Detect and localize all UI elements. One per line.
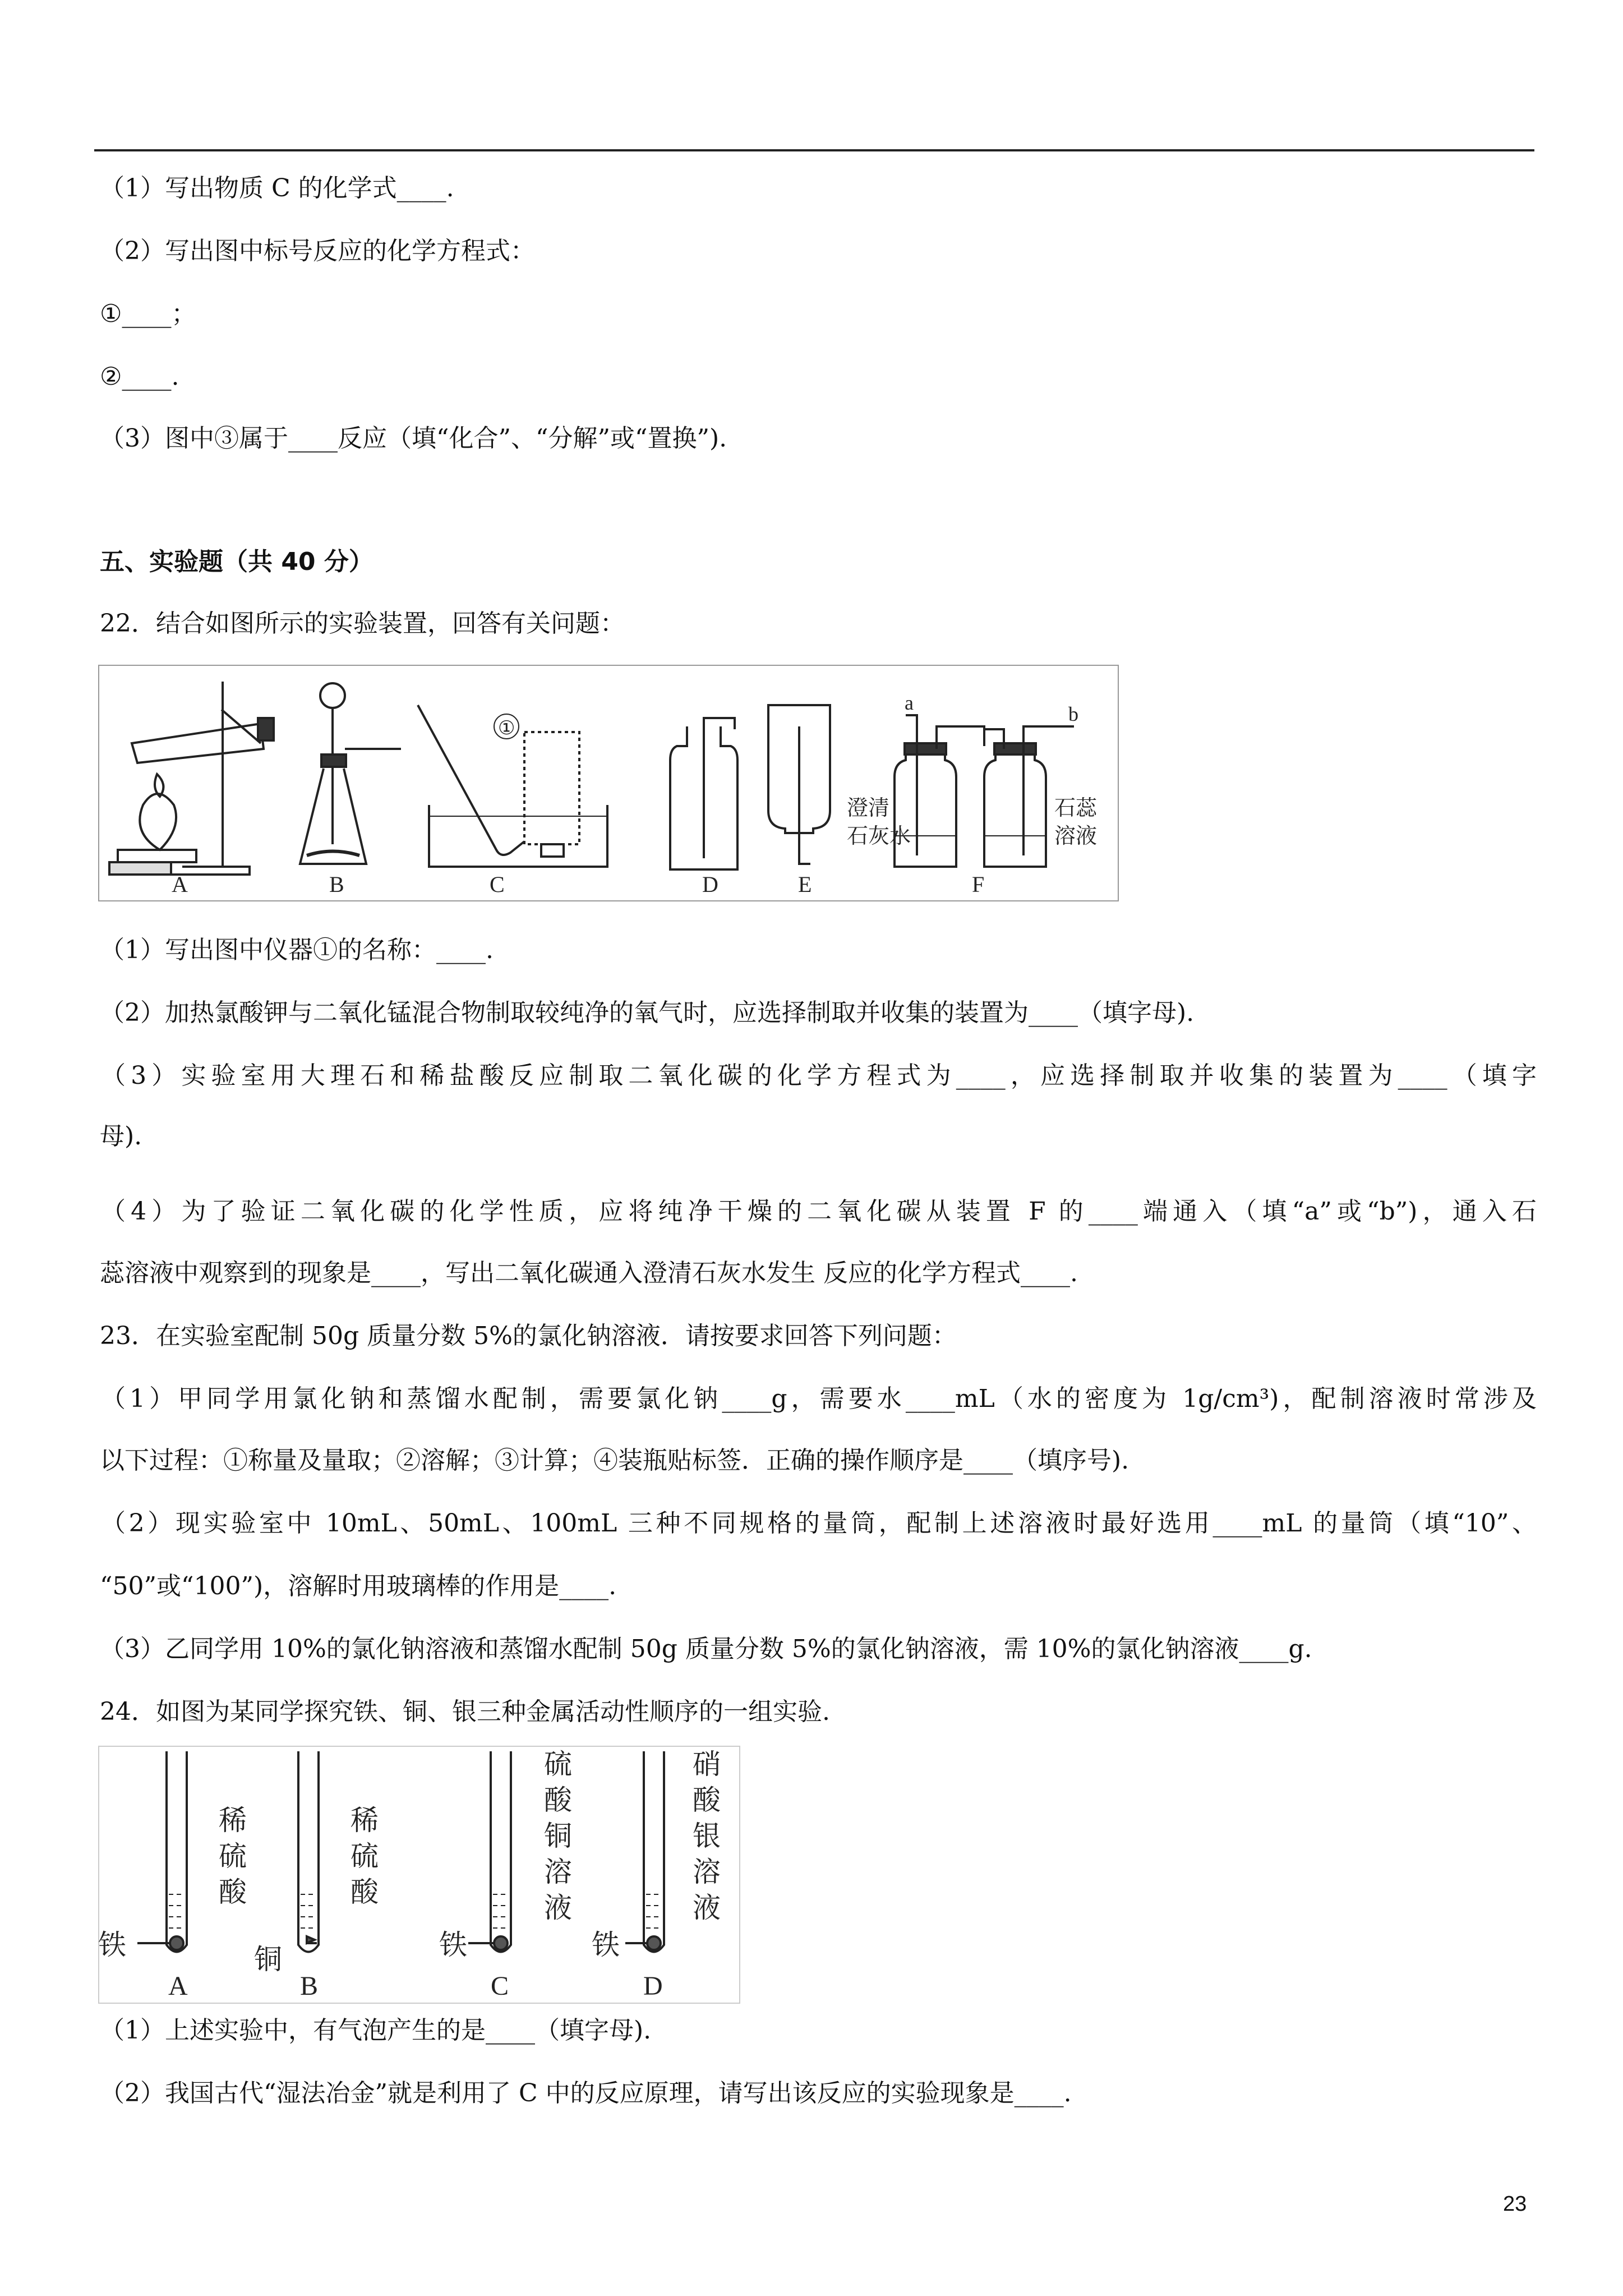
header-rule: [94, 149, 1534, 151]
metal-label-d: 铁: [592, 1929, 620, 1961]
limewater-label-1: 澄清: [847, 795, 890, 820]
instrument-marker: ①: [498, 718, 515, 739]
question-23-part-1b: 以下过程：①称量及量取；②溶解；③计算；④装瓶贴标签．正确的操作顺序是____（填序号).: [100, 1446, 1129, 1475]
question-23-part-2a: （2）现实验室中 10mL、50mL、100mL 三种不同规格的量筒，配制上述溶液时最好选用____mL 的量筒（填“10”、: [101, 1509, 1537, 1538]
metal-label-c: 铁: [439, 1929, 467, 1961]
litmus-label-2: 溶液: [1054, 823, 1098, 848]
metal-label-a: 铁: [98, 1929, 126, 1961]
question-21-part-1: （1）写出物质 C 的化学式____.: [100, 174, 454, 203]
limewater-label-2: 石灰水: [847, 823, 911, 848]
solution-char: 溶: [544, 1856, 572, 1888]
tube-label-c: C: [491, 1971, 509, 2001]
apparatus-label-d: D: [702, 872, 718, 897]
question-23-part-1a: （1）甲同学用氯化钠和蒸馏水配制，需要氯化钠____g，需要水____mL（水的密度为 1g/cm³)，配制溶液时常涉及: [101, 1384, 1537, 1413]
question-22-part-3a: （3）实验室用大理石和稀盐酸反应制取二氧化碳的化学方程式为____，应选择制取并收集的装置为____（填字: [101, 1061, 1537, 1090]
apparatus-label-b: B: [329, 872, 344, 897]
solution-char: 酸: [544, 1784, 572, 1816]
page-number: 23: [1503, 2192, 1527, 2216]
port-a-label: a: [905, 692, 914, 714]
question-24-part-2: （2）我国古代“湿法冶金”就是利用了 C 中的反应原理，请写出该反应的实验现象是____.: [100, 2079, 1072, 2108]
question-21-equation-1: ①____；: [100, 300, 196, 328]
apparatus-label-c: C: [490, 872, 505, 897]
solution-char: 酸: [219, 1876, 247, 1908]
tube-label-b: B: [300, 1971, 319, 2001]
solution-char: 银: [693, 1820, 721, 1852]
solution-char: 稀: [351, 1804, 379, 1837]
question-22-part-2: （2）加热氯酸钾与二氧化锰混合物制取较纯净的氧气时，应选择制取并收集的装置为____（填字母).: [100, 999, 1195, 1027]
solution-char: 硫: [219, 1840, 247, 1872]
question-23-stem: 23．在实验室配制 50g 质量分数 5%的氯化钠溶液．请按要求回答下列问题：: [100, 1322, 957, 1350]
question-24-stem: 24．如图为某同学探究铁、铜、银三种金属活动性顺序的一组实验.: [100, 1697, 830, 1726]
solution-label-b: [351, 1804, 379, 1908]
solution-label-c: [544, 1748, 573, 1924]
solution-label-d: [693, 1748, 721, 1924]
solution-char: 酸: [351, 1876, 379, 1908]
solution-char: 液: [693, 1892, 721, 1924]
solution-char: 液: [544, 1892, 572, 1924]
question-23-part-3: （3）乙同学用 10%的氯化钠溶液和蒸馏水配制 50g 质量分数 5%的氯化钠溶液，需 10%的氯化钠溶液____g.: [100, 1635, 1312, 1663]
solution-label-a: [219, 1804, 247, 1908]
tube-label-a: A: [168, 1971, 188, 2001]
apparatus-label-e: E: [798, 872, 812, 897]
metal-label-b: 铜: [254, 1943, 282, 1976]
question-23-part-2b: “50”或“100”)，溶解时用玻璃棒的作用是____.: [100, 1572, 617, 1600]
question-22-part-3b: 母).: [100, 1122, 142, 1151]
section-heading: 五、实验题（共 40 分）: [100, 547, 374, 576]
litmus-label-1: 石蕊: [1054, 795, 1098, 820]
question-22-part-4a: （4）为了验证二氧化碳的化学性质，应将纯净干燥的二氧化碳从装置 F 的____端通入（填“a”或“b”)，通入石: [101, 1197, 1537, 1226]
solution-char: 稀: [219, 1804, 247, 1837]
question-24-part-1: （1）上述实验中，有气泡产生的是____（填字母).: [100, 2016, 652, 2045]
question-22-part-4b: 蕊溶液中观察到的现象是____，写出二氧化碳通入澄清石灰水发生 反应的化学方程式____.: [100, 1259, 1078, 1287]
tube-label-d: D: [643, 1971, 663, 2001]
apparatus-label-f: F: [972, 872, 985, 897]
question-22-part-1: （1）写出图中仪器①的名称：____.: [100, 936, 494, 964]
solution-char: 铜: [544, 1820, 572, 1852]
question-21-part-3: （3）图中③属于____反应（填“化合”、“分解”或“置换”).: [100, 424, 727, 453]
apparatus-label-a: A: [172, 872, 188, 897]
solution-char: 硫: [351, 1840, 379, 1872]
solution-char: 溶: [693, 1856, 721, 1888]
solution-char: 硫: [544, 1748, 572, 1780]
solution-char: 硝: [693, 1748, 721, 1780]
port-b-label: b: [1068, 703, 1078, 725]
test-tubes-figure: [98, 1746, 740, 2004]
question-22-stem: 22．结合如图所示的实验装置，回答有关问题：: [100, 609, 625, 638]
question-21-part-2: （2）写出图中标号反应的化学方程式：: [100, 237, 535, 265]
apparatus-figure: [98, 665, 1119, 901]
solution-char: 酸: [693, 1784, 721, 1816]
question-21-equation-2: ②____.: [100, 362, 179, 391]
